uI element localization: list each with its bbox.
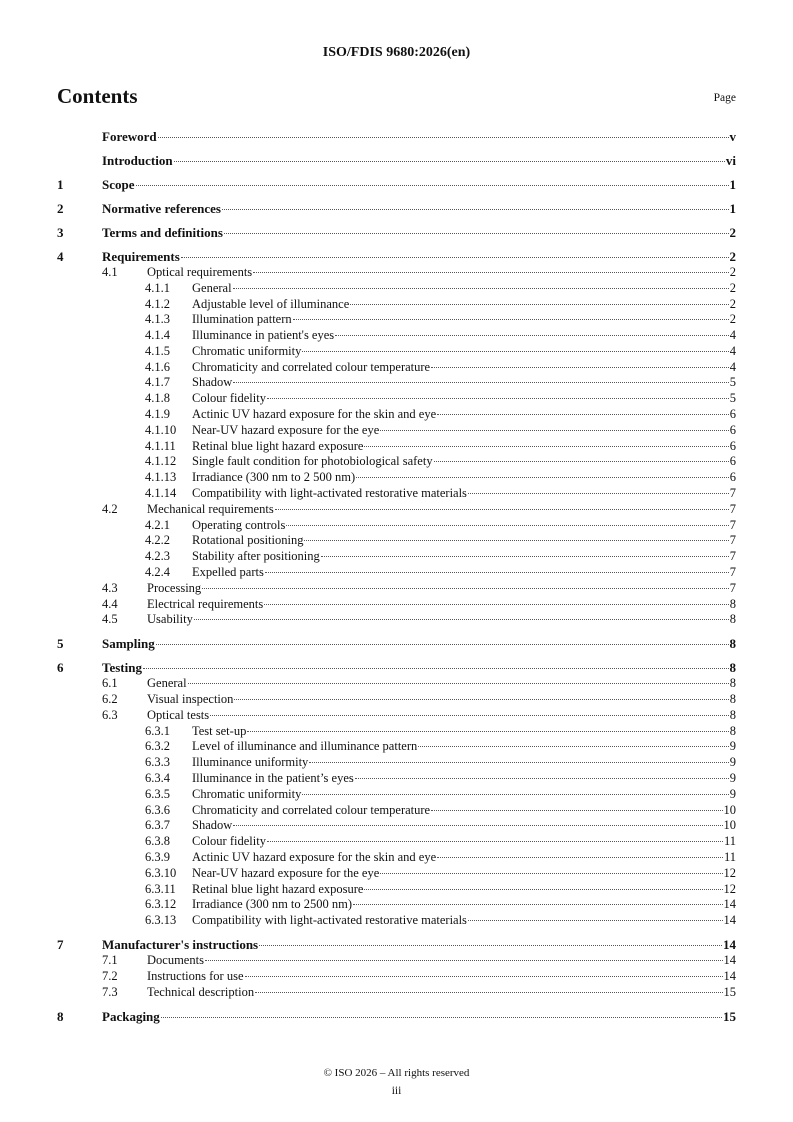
toc-entry-page: 9 xyxy=(729,739,736,754)
toc-entry-number: 8 xyxy=(57,1008,64,1024)
dot-leader xyxy=(286,525,728,526)
toc-entry-number: 4.1.8 xyxy=(145,391,170,406)
toc-entry[interactable] xyxy=(57,328,736,344)
toc-entry-number: 4.1.10 xyxy=(145,422,177,437)
toc-entry-number: 4.2.2 xyxy=(145,533,170,548)
dot-leader xyxy=(222,209,729,210)
page-title: Contents xyxy=(57,84,138,108)
toc-entry-page: 8 xyxy=(729,692,736,706)
toc-entry-number: 6.3.8 xyxy=(145,834,170,849)
toc-entry-title: Technical description xyxy=(147,984,255,999)
toc-entry-number: 4.1.3 xyxy=(145,312,170,327)
toc-entry-title: Compatibility with light-activated restorative materials xyxy=(192,486,467,501)
toc-entry-number: 6.3.9 xyxy=(145,849,170,864)
page-number: iii xyxy=(391,1085,402,1097)
toc-entry-number: 4.2.4 xyxy=(145,565,170,580)
toc-entry-title: Optical tests xyxy=(147,707,210,722)
dot-leader xyxy=(293,319,729,320)
toc-entry-number: 5 xyxy=(57,636,64,652)
toc-entry[interactable] xyxy=(57,897,736,913)
toc-entry-title: Visual inspection xyxy=(147,692,234,706)
dot-leader xyxy=(356,477,729,478)
toc-entry-page: 14 xyxy=(723,897,736,912)
toc-entry-title: Normative references xyxy=(102,201,221,217)
toc-entry-number: 2 xyxy=(57,201,64,217)
toc-entry-number: 6.3 xyxy=(102,707,118,722)
toc-entry-page: 10 xyxy=(723,818,736,833)
toc-entry[interactable] xyxy=(57,153,736,169)
toc-entry-page: 4 xyxy=(729,359,736,374)
toc-entry[interactable] xyxy=(57,882,736,898)
toc-entry-page: 15 xyxy=(723,1008,736,1024)
toc-entry-page: 6 xyxy=(729,454,736,469)
toc-entry[interactable] xyxy=(57,423,736,439)
toc-entry-number: 7 xyxy=(57,937,64,953)
toc-entry-number: 4.1.12 xyxy=(145,454,177,469)
toc-entry-page: v xyxy=(729,129,736,145)
dot-leader xyxy=(304,540,728,541)
dot-leader xyxy=(321,556,729,557)
dot-leader xyxy=(233,825,722,826)
toc-entry-page: 9 xyxy=(729,755,736,770)
toc-entry-title: General xyxy=(147,676,187,691)
toc-entry-number: 4.1.7 xyxy=(145,375,170,390)
toc-entry-number: 4.1.6 xyxy=(145,359,170,374)
toc-entry-title: Irradiance (300 nm to 2 500 nm) xyxy=(192,470,356,485)
toc-entry-page: 12 xyxy=(723,881,736,896)
toc-entry-page: 1 xyxy=(729,201,736,217)
toc-entry-number: 4.2.3 xyxy=(145,549,170,564)
toc-entry-number: 4.1.2 xyxy=(145,296,170,311)
toc-entry-page: vi xyxy=(725,153,736,169)
toc-entry-title: Irradiance (300 nm to 2500 nm) xyxy=(192,897,353,912)
dot-leader xyxy=(267,398,729,399)
toc-entry[interactable] xyxy=(57,581,736,597)
dot-leader xyxy=(309,762,728,763)
dot-leader xyxy=(380,430,728,431)
toc-entry-page: 2 xyxy=(729,280,736,295)
toc-entry-title: Introduction xyxy=(102,153,173,169)
toc-entry-number: 7.2 xyxy=(102,968,118,983)
toc-entry-title: Retinal blue light hazard exposure xyxy=(192,881,364,896)
toc-entry-title: Usability xyxy=(147,612,193,627)
dot-leader xyxy=(302,794,728,795)
toc-entry[interactable] xyxy=(57,391,736,407)
dot-leader xyxy=(181,257,729,258)
toc-entry[interactable] xyxy=(57,803,736,819)
toc-entry-page: 5 xyxy=(729,375,736,390)
toc-entry-title: Foreword xyxy=(102,129,157,145)
toc-entry-number: 7.1 xyxy=(102,952,118,967)
dot-leader xyxy=(355,778,729,779)
toc-entry[interactable] xyxy=(57,129,736,145)
dot-leader xyxy=(247,731,728,732)
toc-entry[interactable] xyxy=(57,201,736,217)
dot-leader xyxy=(437,414,729,415)
toc-entry-number: 4.1.5 xyxy=(145,343,170,358)
toc-entry-page: 8 xyxy=(729,707,736,722)
dot-leader xyxy=(437,857,723,858)
dot-leader xyxy=(143,668,729,669)
copyright-footer: © ISO 2026 – All rights reserved xyxy=(323,1067,470,1079)
toc-entry[interactable] xyxy=(57,360,736,376)
toc-entry[interactable] xyxy=(57,597,736,613)
toc-entry-title: Near-UV hazard exposure for the eye xyxy=(192,865,380,880)
toc-entry-title: Chromaticity and correlated colour temperature xyxy=(192,802,431,817)
toc-entry-title: Compatibility with light-activated restorative materials xyxy=(192,913,467,928)
toc-entry[interactable] xyxy=(57,834,736,850)
toc-entry-number: 6.3.1 xyxy=(145,723,170,738)
toc-entry-title: Actinic UV hazard exposure for the skin and eye xyxy=(192,407,437,422)
toc-entry[interactable] xyxy=(57,771,736,787)
toc-entry-title: Illuminance in the patient’s eyes xyxy=(192,770,354,785)
toc-entry-page: 8 xyxy=(729,612,736,627)
toc-entry-page: 8 xyxy=(729,660,736,676)
toc-entry-number: 4.1.11 xyxy=(145,438,176,453)
toc-entry-page: 8 xyxy=(729,636,736,652)
toc-entry[interactable] xyxy=(57,470,736,486)
toc-entry-title: Near-UV hazard exposure for the eye xyxy=(192,422,380,437)
toc-entry-page: 5 xyxy=(729,391,736,406)
toc-entry-page: 7 xyxy=(729,549,736,564)
toc-entry[interactable] xyxy=(57,439,736,455)
toc-entry-page: 7 xyxy=(729,533,736,548)
toc-entry-page: 2 xyxy=(729,312,736,327)
toc-entry-page: 14 xyxy=(723,913,736,928)
toc-entry-number: 6.1 xyxy=(102,676,118,691)
toc-entry-title: Scope xyxy=(102,177,135,193)
dot-leader xyxy=(335,335,729,336)
toc-entry-page: 14 xyxy=(723,968,736,983)
dot-leader xyxy=(233,288,729,289)
toc-entry-number: 4.1 xyxy=(102,264,118,279)
dot-leader xyxy=(265,572,729,573)
toc-entry-title: Terms and definitions xyxy=(102,225,223,241)
toc-entry[interactable] xyxy=(57,913,736,929)
toc-entry[interactable] xyxy=(57,565,736,581)
toc-entry[interactable] xyxy=(57,969,736,985)
toc-entry-title: Documents xyxy=(147,952,204,967)
toc-entry[interactable] xyxy=(57,612,736,628)
dot-leader xyxy=(158,137,729,138)
toc-entry-page: 10 xyxy=(723,802,736,817)
toc-entry-title: Test set-up xyxy=(192,723,247,738)
toc-entry-title: Colour fidelity xyxy=(192,391,266,406)
toc-entry-number: 4.1.9 xyxy=(145,407,170,422)
dot-leader xyxy=(353,904,722,905)
toc-entry-number: 4.2.1 xyxy=(145,517,170,532)
toc-entry-number: 6.3.5 xyxy=(145,786,170,801)
toc-entry-page: 2 xyxy=(729,264,736,279)
dot-leader xyxy=(364,446,728,447)
toc-entry-title: Processing xyxy=(147,580,202,595)
toc-entry-number: 6 xyxy=(57,660,64,676)
toc-entry[interactable] xyxy=(57,225,736,241)
dot-leader xyxy=(380,873,722,874)
dot-leader xyxy=(188,683,729,684)
dot-leader xyxy=(255,992,722,993)
toc-entry[interactable] xyxy=(57,486,736,502)
toc-entry-title: Chromatic uniformity xyxy=(192,786,302,801)
toc-entry-page: 9 xyxy=(729,770,736,785)
toc-entry-number: 4.2 xyxy=(102,501,118,516)
toc-entry-number: 4.1.13 xyxy=(145,470,177,485)
dot-leader xyxy=(205,960,723,961)
toc-entry-title: Packaging xyxy=(102,1008,160,1024)
toc-entry[interactable] xyxy=(57,708,736,724)
toc-entry[interactable] xyxy=(57,724,736,740)
toc-entry-page: 6 xyxy=(729,470,736,485)
toc-entry-title: Chromaticity and correlated colour temperature xyxy=(192,359,431,374)
toc-entry[interactable] xyxy=(57,953,736,969)
toc-entry-title: Chromatic uniformity xyxy=(192,343,302,358)
dot-leader xyxy=(364,889,722,890)
toc-entry-page: 9 xyxy=(729,786,736,801)
toc-entry-page: 4 xyxy=(729,328,736,343)
toc-entry-title: Instructions for use xyxy=(147,968,244,983)
toc-entry-number: 6.2 xyxy=(102,692,118,706)
toc-entry-title: Optical requirements xyxy=(147,264,253,279)
dot-leader xyxy=(156,644,729,645)
toc-entry[interactable] xyxy=(57,692,736,708)
toc-entry-number: 4.1.14 xyxy=(145,486,177,501)
toc-entry[interactable] xyxy=(57,454,736,470)
toc-entry[interactable] xyxy=(57,755,736,771)
dot-leader xyxy=(194,619,729,620)
dot-leader xyxy=(224,233,729,234)
toc-entry-title: Actinic UV hazard exposure for the skin and eye xyxy=(192,849,437,864)
toc-entry-title: Single fault condition for photobiological safety xyxy=(192,454,433,469)
dot-leader xyxy=(431,367,729,368)
toc-entry-page: 8 xyxy=(729,596,736,611)
toc-entry-page: 6 xyxy=(729,422,736,437)
toc-entry-title: Testing xyxy=(102,660,142,676)
dot-leader xyxy=(210,715,729,716)
toc-entry[interactable] xyxy=(57,177,736,193)
toc-entry-number: 7.3 xyxy=(102,984,118,999)
toc-entry-number: 6.3.10 xyxy=(145,865,177,880)
dot-leader xyxy=(468,493,729,494)
toc-entry-number: 6.3.3 xyxy=(145,755,170,770)
dot-leader xyxy=(264,604,728,605)
toc-entry-page: 7 xyxy=(729,501,736,516)
toc-entry[interactable] xyxy=(57,249,736,265)
toc-entry[interactable] xyxy=(57,660,736,676)
toc-entry-page: 2 xyxy=(729,296,736,311)
toc-entry-page: 1 xyxy=(729,177,736,193)
dot-leader xyxy=(267,841,723,842)
toc-entry-title: Illuminance uniformity xyxy=(192,755,309,770)
toc-entry[interactable] xyxy=(57,297,736,313)
dot-leader xyxy=(136,185,729,186)
toc-entry-title: Shadow xyxy=(192,818,233,833)
toc-entry[interactable] xyxy=(57,850,736,866)
toc-entry[interactable] xyxy=(57,739,736,755)
toc-entry-number: 1 xyxy=(57,177,64,193)
toc-entry-page: 7 xyxy=(729,580,736,595)
table-of-contents xyxy=(57,121,736,1024)
toc-entry-page: 6 xyxy=(729,407,736,422)
toc-entry-page: 14 xyxy=(723,952,736,967)
toc-entry-page: 6 xyxy=(729,438,736,453)
toc-entry[interactable] xyxy=(57,985,736,1001)
document-header: ISO/FDIS 9680:2026(en) xyxy=(322,45,471,60)
toc-entry-number: 4 xyxy=(57,249,64,265)
toc-entry-title: Colour fidelity xyxy=(192,834,266,849)
toc-entry-number: 3 xyxy=(57,225,64,241)
toc-entry-title: Adjustable level of illuminance xyxy=(192,296,350,311)
toc-entry-title: Electrical requirements xyxy=(147,596,264,611)
toc-entry[interactable] xyxy=(57,937,736,953)
toc-entry[interactable] xyxy=(57,502,736,518)
toc-entry-title: Expelled parts xyxy=(192,565,264,580)
toc-entry-page: 2 xyxy=(729,225,736,241)
toc-entry-page: 14 xyxy=(723,937,736,953)
toc-entry-title: Retinal blue light hazard exposure xyxy=(192,438,364,453)
dot-leader xyxy=(245,976,723,977)
toc-entry[interactable] xyxy=(57,312,736,328)
toc-entry[interactable] xyxy=(57,818,736,834)
toc-entry-page: 4 xyxy=(729,343,736,358)
toc-entry-page: 7 xyxy=(729,565,736,580)
toc-entry-title: Stability after positioning xyxy=(192,549,320,564)
toc-entry-title: General xyxy=(192,280,232,295)
toc-entry[interactable] xyxy=(57,866,736,882)
toc-entry-number: 6.3.11 xyxy=(145,881,176,896)
toc-entry[interactable] xyxy=(57,1009,736,1025)
toc-entry-page: 2 xyxy=(729,249,736,265)
dot-leader xyxy=(259,945,722,946)
toc-entry-number: 4.3 xyxy=(102,580,118,595)
toc-entry-number: 4.5 xyxy=(102,612,118,627)
toc-entry[interactable] xyxy=(57,407,736,423)
toc-entry-number: 6.3.2 xyxy=(145,739,170,754)
dot-leader xyxy=(161,1017,722,1018)
toc-entry-title: Mechanical requirements xyxy=(147,501,274,516)
dot-leader xyxy=(253,272,729,273)
toc-entry-number: 6.3.13 xyxy=(145,913,177,928)
toc-entry[interactable] xyxy=(57,787,736,803)
toc-entry-page: 15 xyxy=(723,984,736,999)
toc-entry-number: 6.3.6 xyxy=(145,802,170,817)
dot-leader xyxy=(350,304,729,305)
dot-leader xyxy=(275,509,729,510)
toc-entry[interactable] xyxy=(57,636,736,652)
toc-entry-title: Sampling xyxy=(102,636,155,652)
toc-entry-title: Manufacturer's instructions xyxy=(102,937,259,953)
toc-entry[interactable] xyxy=(57,265,736,281)
toc-entry-title: Operating controls xyxy=(192,517,286,532)
toc-entry-title: Rotational positioning xyxy=(192,533,304,548)
toc-entry-title: Level of illuminance and illuminance pattern xyxy=(192,739,418,754)
toc-entry[interactable] xyxy=(57,549,736,565)
toc-entry-title: Illuminance in patient's eyes xyxy=(192,328,335,343)
toc-entry-number: 6.3.12 xyxy=(145,897,177,912)
toc-entry[interactable] xyxy=(57,281,736,297)
dot-leader xyxy=(468,920,723,921)
toc-entry-page: 7 xyxy=(729,517,736,532)
dot-leader xyxy=(202,588,729,589)
dot-leader xyxy=(431,810,722,811)
toc-entry[interactable] xyxy=(57,533,736,549)
dot-leader xyxy=(233,382,728,383)
toc-entry-page: 11 xyxy=(723,849,736,864)
toc-entry[interactable] xyxy=(57,518,736,534)
toc-entry-page: 8 xyxy=(729,723,736,738)
toc-entry-page: 12 xyxy=(723,865,736,880)
toc-entry-title: Requirements xyxy=(102,249,180,265)
toc-entry[interactable] xyxy=(57,375,736,391)
dot-leader xyxy=(234,699,728,700)
toc-entry-number: 4.1.4 xyxy=(145,328,170,343)
toc-entry-page: 8 xyxy=(729,676,736,691)
toc-entry-number: 6.3.4 xyxy=(145,770,170,785)
toc-entry-title: Illumination pattern xyxy=(192,312,292,327)
dot-leader xyxy=(174,161,725,162)
toc-entry-title: Shadow xyxy=(192,375,233,390)
toc-entry-number: 4.4 xyxy=(102,596,118,611)
toc-entry-page: 7 xyxy=(729,486,736,501)
dot-leader xyxy=(302,351,728,352)
dot-leader xyxy=(434,461,729,462)
toc-entry-number: 4.1.1 xyxy=(145,280,170,295)
toc-entry[interactable] xyxy=(57,676,736,692)
page-column-label: Page xyxy=(713,92,736,104)
toc-entry-page: 11 xyxy=(723,834,736,849)
toc-entry-number: 6.3.7 xyxy=(145,818,170,833)
dot-leader xyxy=(418,746,728,747)
toc-entry[interactable] xyxy=(57,344,736,360)
